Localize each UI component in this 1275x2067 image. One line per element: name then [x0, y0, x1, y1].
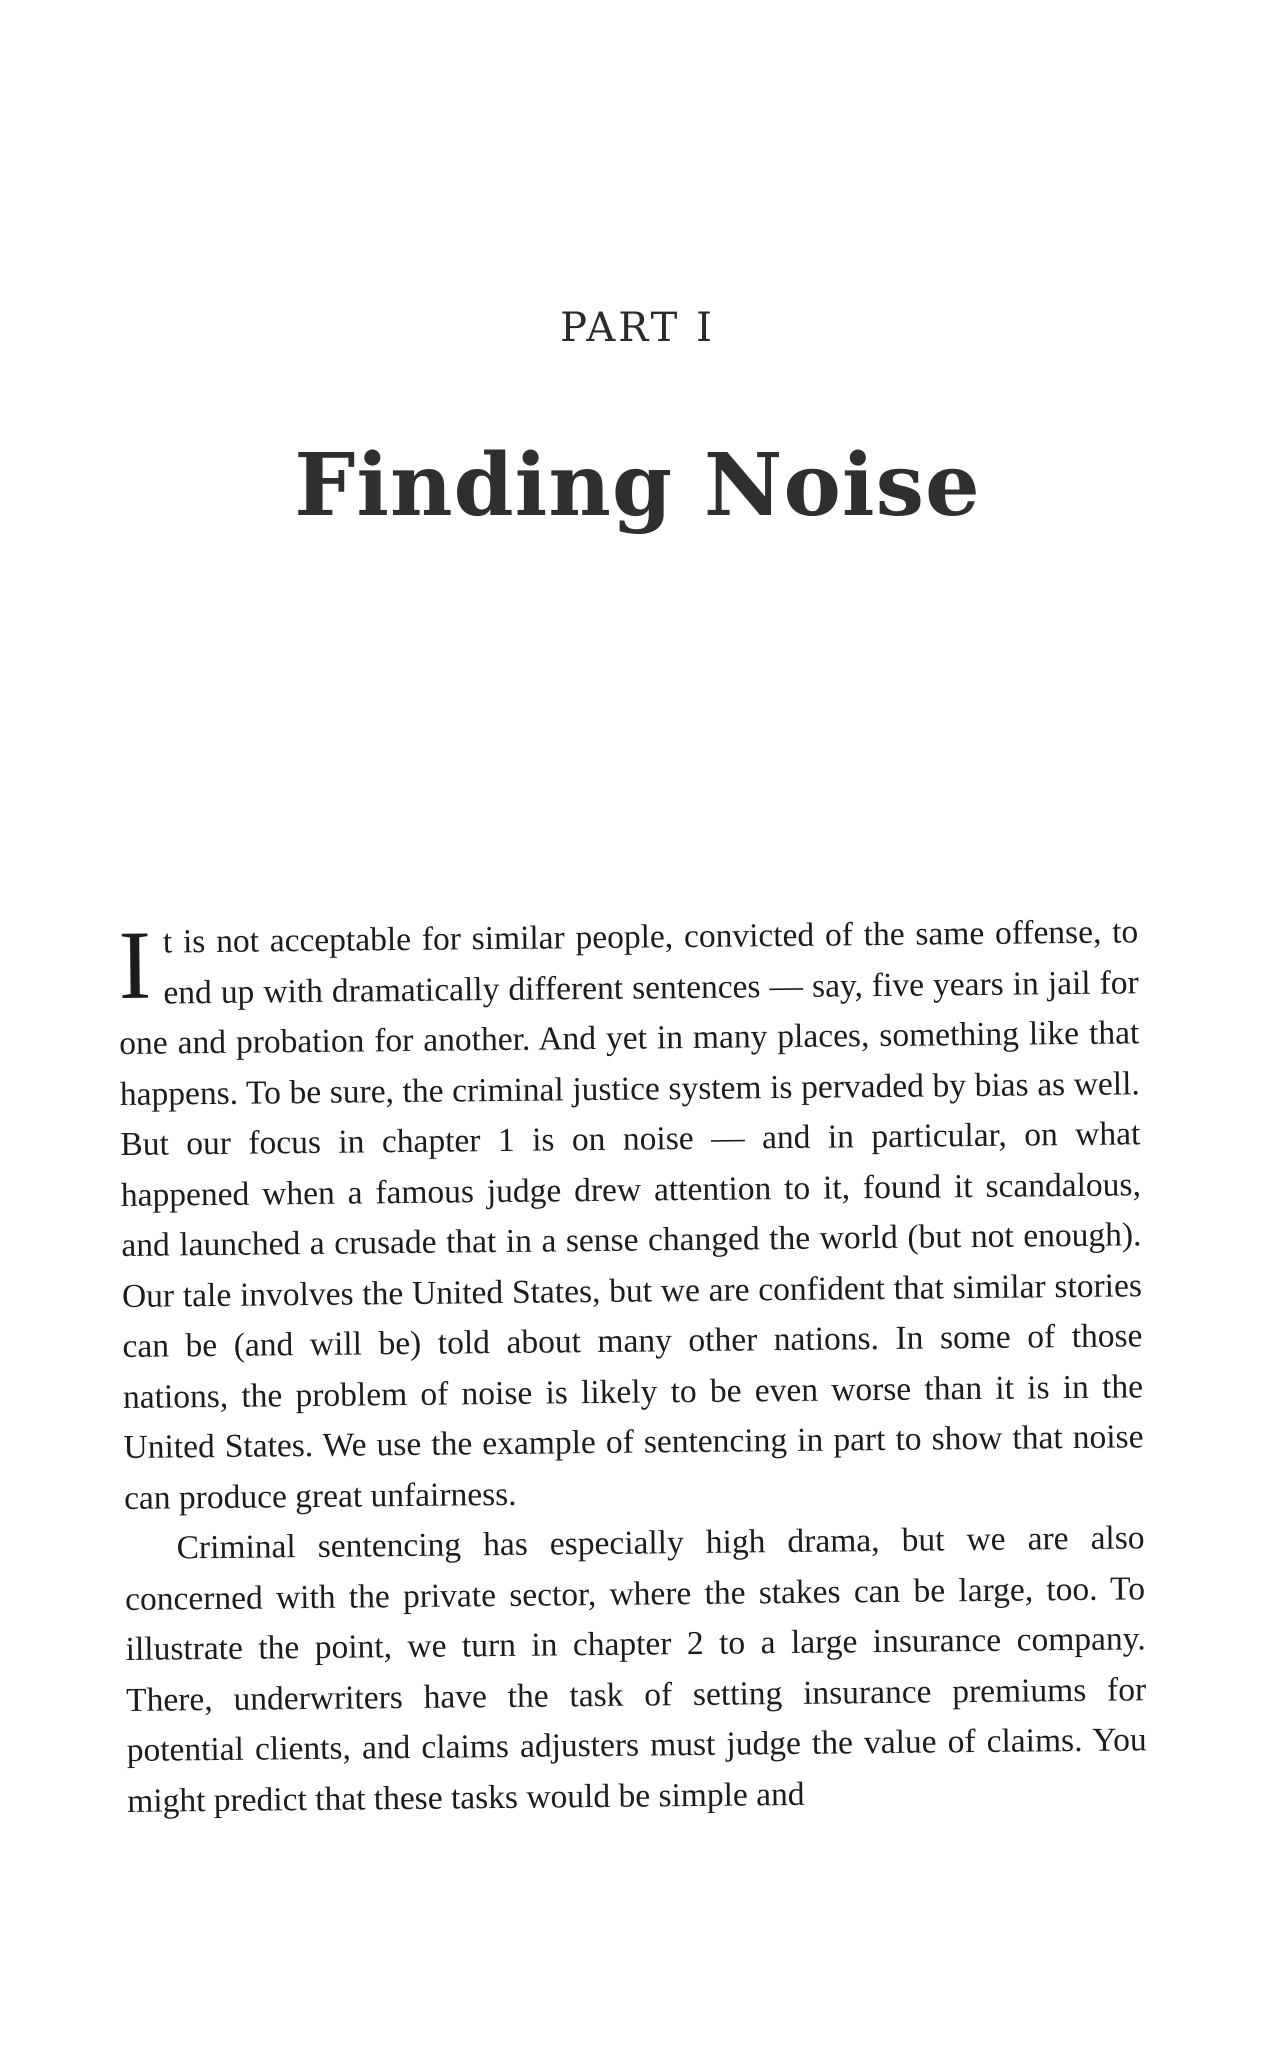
first-paragraph — [118, 907, 1144, 1524]
drop-cap: I — [117, 911, 152, 1020]
part-label: PART I — [560, 305, 715, 351]
first-paragraph-text: t is not acceptable for similar people, convicted of the same offense, to end up with dramatically different sentences — say, five years in jail for one and probation for another. And yet in many places, something like that happens. To be sure, the criminal justice system is pervaded by bias as well. But our focus in chapter 1 is on noise — and in particular, on what happened when a famous judge drew attention to it, found it scandalous, and launched a crusade that in a sense changed the world (but not enough). Our tale involves the United States, but we are confident that similar stories can be (and will be) told about many other nations. In some of those nations, the problem of noise is likely to be even worse than it is in the United States. We use the example of sentencing in part to show that noise can produce great unfairness. — [119, 913, 1144, 1517]
body-text — [118, 907, 1147, 1827]
second-paragraph: Criminal sentencing has especially high drama, but we are also concerned with the private sector, where the stakes can be large, too. To illustrate the point, we turn in chapter 2 to a large insurance company. There, underwriters have the task of setting insurance premiums for potential clients, and claims adjusters must judge the value of claims. You might predict that these tasks would be simple and — [124, 1519, 1147, 1820]
part-title: Finding Noise — [294, 435, 981, 536]
